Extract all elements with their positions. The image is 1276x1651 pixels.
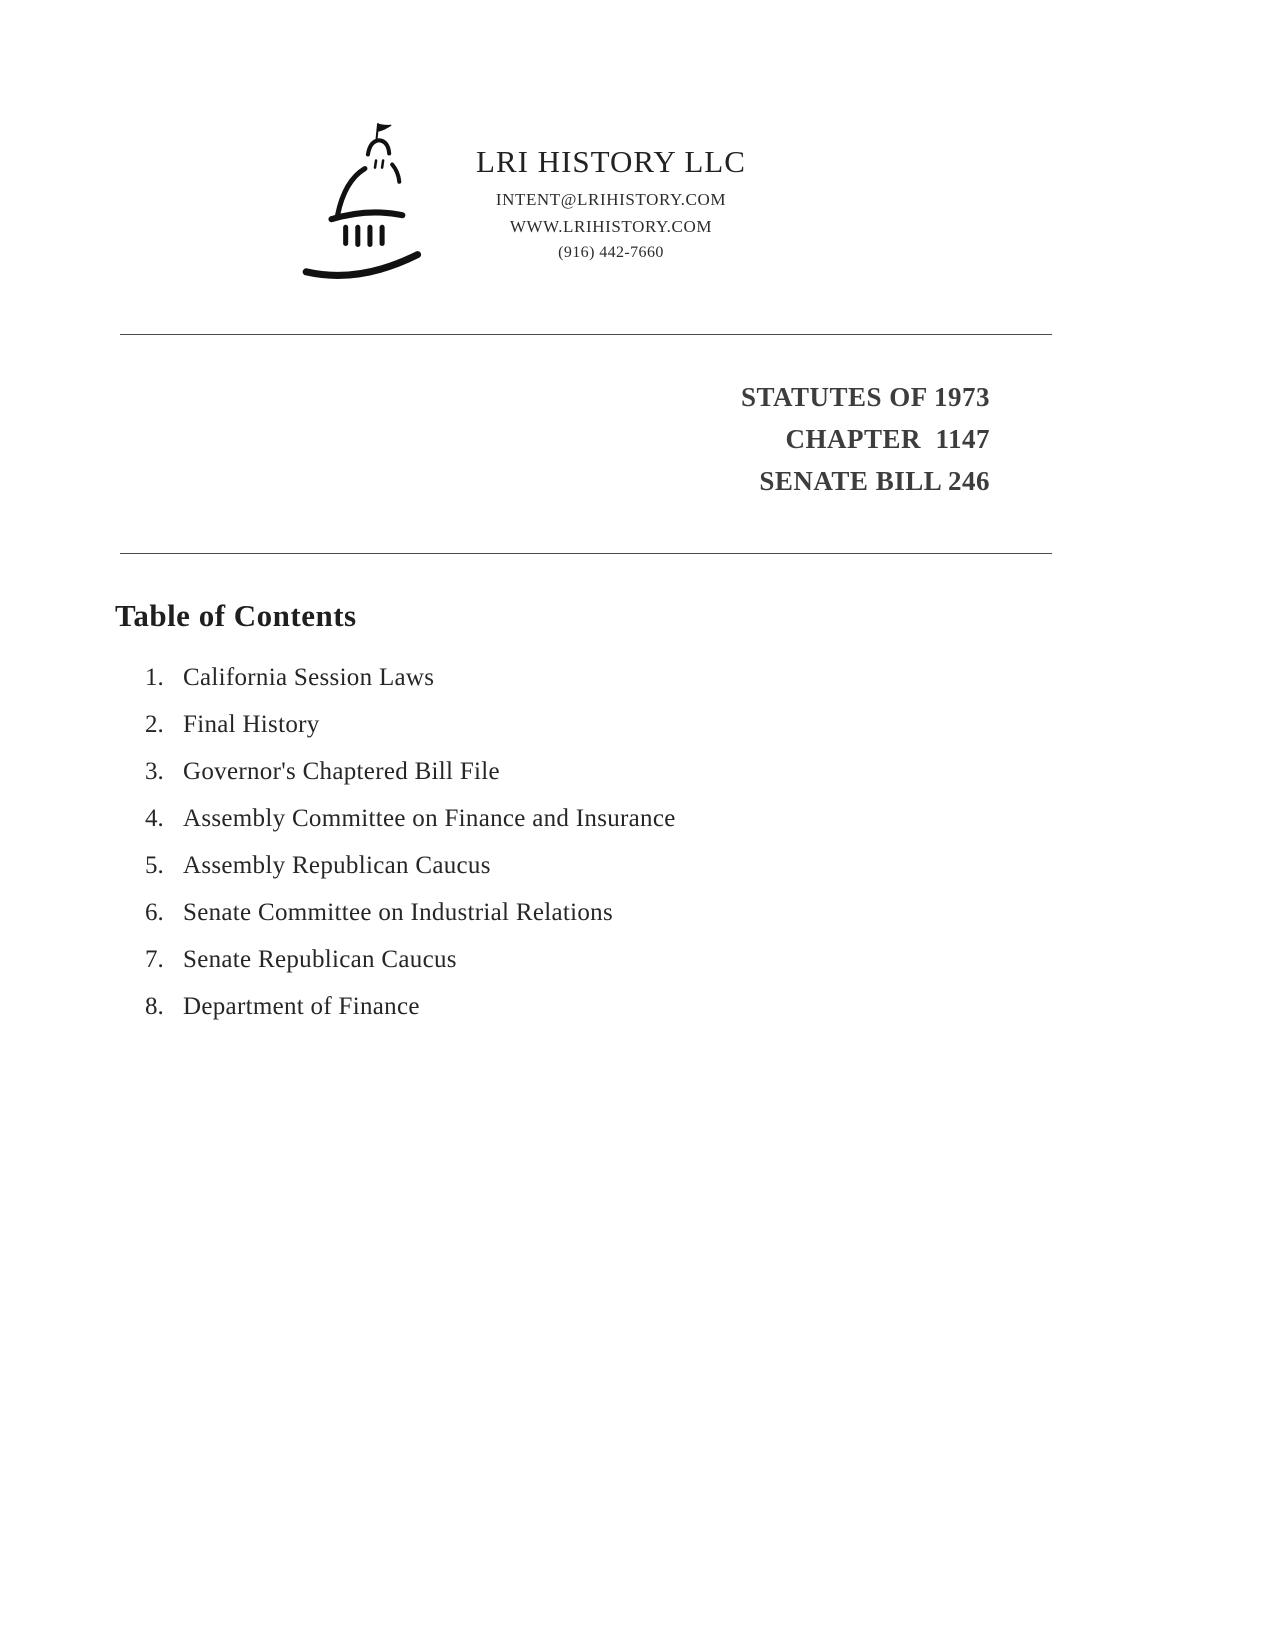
toc-item-number: 6. [145,898,164,926]
toc-item-number: 4. [145,804,164,832]
toc-item [145,805,1276,852]
toc-item-number: 1. [145,663,164,691]
toc-item [145,852,1276,899]
company-email: INTENT@LRIHISTORY.COM [495,190,727,209]
toc-item [145,899,1276,946]
company-name: LRI HISTORY LLC [476,144,746,179]
statute-reference-block [0,377,1276,503]
toc-item-label: Senate Republican Caucus [183,945,457,973]
toc-item-label: Assembly Republican Caucus [183,851,491,879]
company-phone: (916) 442-7660 [558,244,664,261]
divider-bottom [120,553,1052,554]
toc-item [145,946,1276,993]
toc-item [145,993,1276,1040]
divider-top [120,334,1052,335]
toc-item-label: Assembly Committee on Finance and Insurance [183,804,676,832]
toc-item [145,664,1276,711]
toc-item-label: Department of Finance [183,992,420,1020]
statutes-line: STATUTES OF 1973 [740,382,990,412]
toc-item [145,758,1276,805]
toc-item-label: Final History [183,710,320,738]
senate-bill-line: SENATE BILL 246 [759,465,990,496]
capitol-building-sketch-icon [298,118,450,290]
header-contact-block [476,118,746,269]
toc-item [145,711,1276,758]
toc-item-label: Senate Committee on Industrial Relations [183,898,613,926]
toc-item-number: 7. [145,945,164,973]
toc-item-number: 2. [145,710,164,738]
toc-list [145,664,1276,1040]
toc-title: Table of Contents [115,597,357,633]
toc-item-label: California Session Laws [183,663,435,691]
toc-item-label: Governor's Chaptered Bill File [183,757,500,785]
toc-item-number: 8. [145,992,164,1020]
company-website: WWW.LRIHISTORY.COM [509,217,713,236]
header [0,0,1276,290]
chapter-line: CHAPTER 1147 [785,423,990,454]
toc-item-number: 3. [145,757,164,785]
toc-item-number: 5. [145,851,164,879]
